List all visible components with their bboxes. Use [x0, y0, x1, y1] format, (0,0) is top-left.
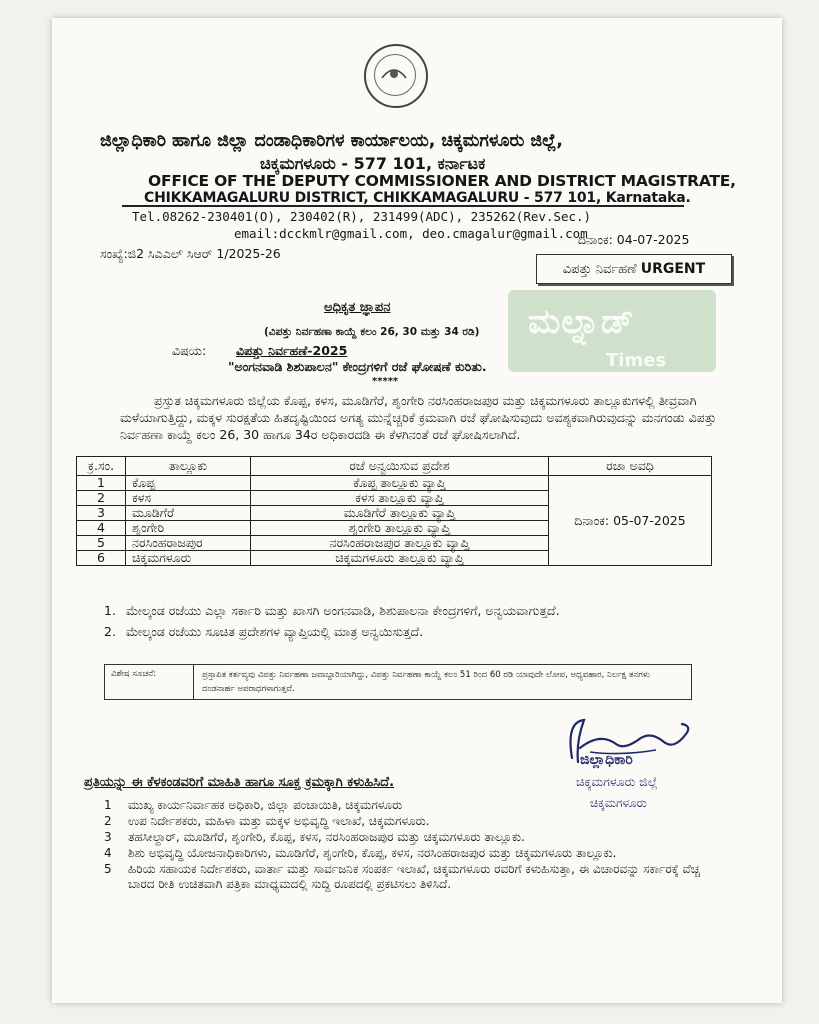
note-text: ಮೇಲ್ಕಂಡ ರಜೆಯು ಸೂಚಿತ ಪ್ರದೇಶಗಳ ವ್ಯಾಪ್ತಿಯಲ್ಲಿ ಮಾತ್ರ ಅನ್ವಯಿಸುತ್ತದೆ. [126, 624, 424, 639]
subject-line-1: ವಿಪತ್ತು ನಿರ್ವಹಣೆ-2025 [236, 343, 348, 358]
watermark-text: ಮಲ್ನಾಡ್ [528, 302, 635, 342]
copy-number: 4 [104, 846, 112, 860]
table-header-row [77, 457, 712, 476]
copy-recipient: ಮುಖ್ಯ ಕಾರ್ಯನಿರ್ವಾಹಕ ಅಧಿಕಾರಿ, ಜಿಲ್ಲಾ ಪಂಚಾಯಿತಿ, ಚಿಕ್ಕಮಗಳೂರು [128, 798, 403, 812]
order-title: ಅಧಿಕೃತ ಜ್ಞಾಪನ [324, 300, 391, 315]
signatory-title: ಜಿಲ್ಲಾಧಿಕಾರಿ [580, 752, 633, 768]
list-item [104, 862, 724, 892]
copy-recipient: ಹಿರಿಯ ಸಹಾಯಕ ನಿರ್ದೇಶಕರು, ವಾರ್ತಾ ಮತ್ತು ಸಾರ್ವಜನಿಕ ಸಂಪರ್ಕ ಇಲಾಖೆ, ಚಿಕ್ಕಮಗಳೂರು ರವರಿಗೆ ಕಳುಹಿಸುತ್ತಾ, ಈ ವಿಚಾರವನ್ನು ಸರ್ಕಾರಕ್ಕೆ ವೆಚ್ಚ ಬಾರದ ರೀತಿ ಉಚಿತವಾಗಿ ಪತ್ರಿಕಾ ಮಾಧ್ಯಮದಲ್ಲಿ ಸುದ್ದಿ ರೂಪದಲ್ಲಿ ಪ್ರಕಟಿಸಲು ತಿಳಿಸಿದೆ. [128, 862, 701, 891]
office-address-kannada: ಚಿಕ್ಕಮಗಳೂರು - 577 101, ಕರ್ನಾಟಕ [260, 154, 486, 173]
row-serial: 3 [77, 506, 126, 521]
col-header-period: ರಜಾ ಅವಧಿ [549, 457, 712, 476]
col-header-area: ರಜೆ ಅನ್ವಯಿಸುವ ಪ್ರದೇಶ [251, 457, 549, 476]
urgent-prefix: ವಿಪತ್ತು ನಿರ್ವಹಣೆ [562, 262, 637, 277]
note-number: 1. [104, 603, 116, 618]
row-taluk: ನರಸಿಂಹರಾಜಪುರ [126, 536, 251, 551]
col-header-serial: ಕ್ರ.ಸಂ. [77, 457, 126, 476]
table-row [77, 476, 712, 491]
office-address-english: CHIKKAMAGALURU DISTRICT, CHIKKAMAGALURU - 577 101, Karnataka. [144, 190, 691, 206]
karnataka-emblem [364, 44, 428, 108]
row-serial: 5 [77, 536, 126, 551]
copy-recipient: ಶಿಶು ಅಭಿವೃದ್ಧಿ ಯೋಜನಾಧಿಕಾರಿಗಳು, ಮೂಡಿಗೆರೆ, ಶೃಂಗೇರಿ, ಕೊಪ್ಪ, ಕಳಸ, ನರಸಿಂಹರಾಜಪುರ ಮತ್ತು ಚಿಕ್ಕಮಗಳೂರು ತಾಲ್ಲೂಕು. [128, 846, 617, 860]
copy-recipient: ತಹಸೀಲ್ದಾರ್, ಮೂಡಿಗೆರೆ, ಶೃಂಗೇರಿ, ಕೊಪ್ಪ, ಕಳಸ, ನರಸಿಂಹರಾಜಪುರ ಮತ್ತು ಚಿಕ್ಕಮಗಳೂರು ತಾಲ್ಲೂಕು. [128, 830, 525, 844]
note-text: ಮೇಲ್ಕಂಡ ರಜೆಯು ಎಲ್ಲಾ ಸರ್ಕಾರಿ ಮತ್ತು ಖಾಸಗಿ ಅಂಗನವಾಡಿ, ಶಿಶುಪಾಲನಾ ಕೇಂದ್ರಗಳಿಗೆ, ಅನ್ವಯವಾಗುತ್ತದೆ. [126, 603, 560, 618]
row-area: ಕಳಸ ತಾಲ್ಲೂಕು ವ್ಯಾಪ್ತಿ [251, 491, 549, 506]
telephone-numbers: Tel.08262-230401(O), 230402(R), 231499(ADC), 235262(Rev.Sec.) [132, 209, 592, 224]
copy-number: 1 [104, 798, 112, 812]
subject-line-2: "ಅಂಗನವಾಡಿ ಶಿಶುಪಾಲನ" ಕೇಂದ್ರಗಳಿಗೆ ರಜೆ ಘೋಷಣೆ ಕುರಿತು. [228, 359, 487, 374]
row-taluk: ಶೃಂಗೇರಿ [126, 521, 251, 536]
row-taluk: ಕಳಸ [126, 491, 251, 506]
copy-number: 2 [104, 814, 112, 828]
office-title-english: OFFICE OF THE DEPUTY COMMISSIONER AND DISTRICT MAGISTRATE, [148, 172, 736, 190]
urgent-stamp [536, 254, 732, 284]
row-area: ಮೂಡಿಗೆರೆ ತಾಲ್ಲೂಕು ವ್ಯಾಪ್ತಿ [251, 506, 549, 521]
row-serial: 6 [77, 551, 126, 566]
holiday-table [76, 456, 712, 566]
issue-date: ದಿನಾಂಕ: 04-07-2025 [578, 232, 690, 247]
list-item [104, 798, 724, 813]
row-serial: 4 [77, 521, 126, 536]
special-note-box [104, 664, 692, 700]
subject-label: ವಿಷಯ: [172, 343, 207, 358]
signatory-hq: ಚಿಕ್ಕಮಗಳೂರು [590, 796, 647, 810]
note-number: 2. [104, 624, 116, 639]
row-taluk: ಮೂಡಿಗೆರೆ [126, 506, 251, 521]
col-header-taluk: ತಾಲ್ಲೂಕು [126, 457, 251, 476]
special-note-text: ಪ್ರಸ್ತಾಪಿತ ಕರ್ತವ್ಯವು ವಿಪತ್ತು ನಿರ್ವಹಣಾ ಜವಾಬ್ದಾರಿಯಾಗಿದ್ದು, ವಿಪತ್ತು ನಿರ್ವಹಣಾ ಕಾಯ್ದೆ ಕಲಂ 51 ರಿಂದ 60 ರಡಿ ಯಾವುದೇ ಲೋಪ, ಅಧ್ಯವಹಾರ, ನಿರ್ಲಕ್ಷ ತನಗಳು ದಂಡನಾರ್ಹ ಅಪರಾಧಗಳಾಗುತ್ತವೆ. [202, 670, 651, 694]
copy-to-list [104, 798, 724, 893]
copy-to-heading: ಪ್ರತಿಯನ್ನು ಈ ಕೆಳಕಂಡವರಿಗೆ ಮಾಹಿತಿ ಹಾಗೂ ಸೂಕ್ತ ಕ್ರಮಕ್ಕಾಗಿ ಕಳುಹಿಸಿದೆ. [84, 775, 395, 790]
row-area: ಕೊಪ್ಪ ತಾಲ್ಲೂಕು ವ್ಯಾಪ್ತಿ [251, 476, 549, 491]
special-note-label: ವಿಶೇಷ ಸೂಚನೆ: [105, 665, 194, 699]
signatory-district: ಚಿಕ್ಕಮಗಳೂರು ಜಿಲ್ಲೆ [576, 774, 658, 789]
list-item [104, 814, 724, 829]
row-area: ನರಸಿಂಹರಾಜಪುರ ತಾಲ್ಲೂಕು ವ್ಯಾಪ್ತಿ [251, 536, 549, 551]
office-title-kannada: ಜಿಲ್ಲಾಧಿಕಾರಿ ಹಾಗೂ ಜಿಲ್ಲಾ ದಂಡಾಧಿಕಾರಿಗಳ ಕಾರ್ಯಾಲಯ, ಚಿಕ್ಕಮಗಳೂರು ಜಿಲ್ಲೆ, [100, 131, 563, 151]
watermark-subtext: Times [606, 350, 667, 371]
urgent-label: URGENT [640, 261, 706, 277]
list-item [104, 830, 724, 845]
list-item [104, 623, 714, 640]
row-area: ಚಿಕ್ಕಮಗಳೂರು ತಾಲ್ಲೂಕು ವ್ಯಾಪ್ತಿ [251, 551, 549, 566]
email-addresses: email:dcckmlr@gmail.com, deo.cmagalur@gmail.com [234, 226, 588, 241]
body-paragraph: ಪ್ರಸ್ತುತ ಚಿಕ್ಕಮಗಳೂರು ಜಿಲ್ಲೆಯ ಕೊಪ್ಪ, ಕಳಸ, ಮೂಡಿಗೆರೆ, ಶೃಂಗೇರಿ ನರಸಿಂಹರಾಜಪುರ ಮತ್ತು ಚಿಕ್ಕಮಗಳೂರು ತಾಲ್ಲೂಕುಗಳಲ್ಲಿ ತೀವ್ರವಾಗಿ ಮಳೆಯಾಗುತ್ತಿದ್ದು, ಮಕ್ಕಳ ಸುರಕ್ಷತೆಯ ಹಿತದೃಷ್ಟಿಯಿಂದ ಅಗತ್ಯ ಮುನ್ನೆಚ್ಚರಿಕೆ ಕ್ರಮವಾಗಿ ರಜೆ ಘೋಷಿಸುವುದು ಅವಶ್ಯಕವಾಗಿರುವುದನ್ನು ಮನಗಂಡು ವಿಪತ್ತು ನಿರ್ವಹಣಾ ಕಾಯ್ದೆ ಕಲಂ 26, 30 ಹಾಗೂ 34ರ ಅಧಿಕಾರದಡಿ ಈ ಕೆಳಗಿನಂತೆ ರಜೆ ಘೋಷಿಸಲಾಗಿದೆ. [120, 393, 717, 442]
copy-number: 5 [104, 862, 112, 876]
separator: ***** [372, 376, 399, 387]
row-serial: 2 [77, 491, 126, 506]
list-item [104, 846, 724, 861]
letterhead-divider [122, 205, 684, 207]
row-taluk: ಚಿಕ್ಕಮಗಳೂರು [126, 551, 251, 566]
reference-number: ಸಂಖ್ಯೆ:ಜಿ2 ಸಿಎಎಲ್ ಸಿಆರ್ 1/2025-26 [100, 246, 281, 261]
law-reference: (ವಿಪತ್ತು ನಿರ್ವಹಣಾ ಕಾಯ್ದೆ ಕಲಂ 26, 30 ಮತ್ತು 34 ರಡಿ) [264, 326, 480, 338]
notes-list [104, 602, 714, 644]
row-taluk: ಕೊಪ್ಪ [126, 476, 251, 491]
copy-recipient: ಉಪ ನಿರ್ದೇಶಕರು, ಮಹಿಳಾ ಮತ್ತು ಮಕ್ಕಳ ಅಭಿವೃದ್ಧಿ ಇಲಾಖೆ, ಚಿಕ್ಕಮಗಳೂರು. [128, 814, 430, 828]
row-serial: 1 [77, 476, 126, 491]
copy-number: 3 [104, 830, 112, 844]
list-item [104, 602, 714, 619]
holiday-period: ದಿನಾಂಕ: 05-07-2025 [549, 476, 712, 566]
row-area: ಶೃಂಗೇರಿ ತಾಲ್ಲೂಕು ವ್ಯಾಪ್ತಿ [251, 521, 549, 536]
